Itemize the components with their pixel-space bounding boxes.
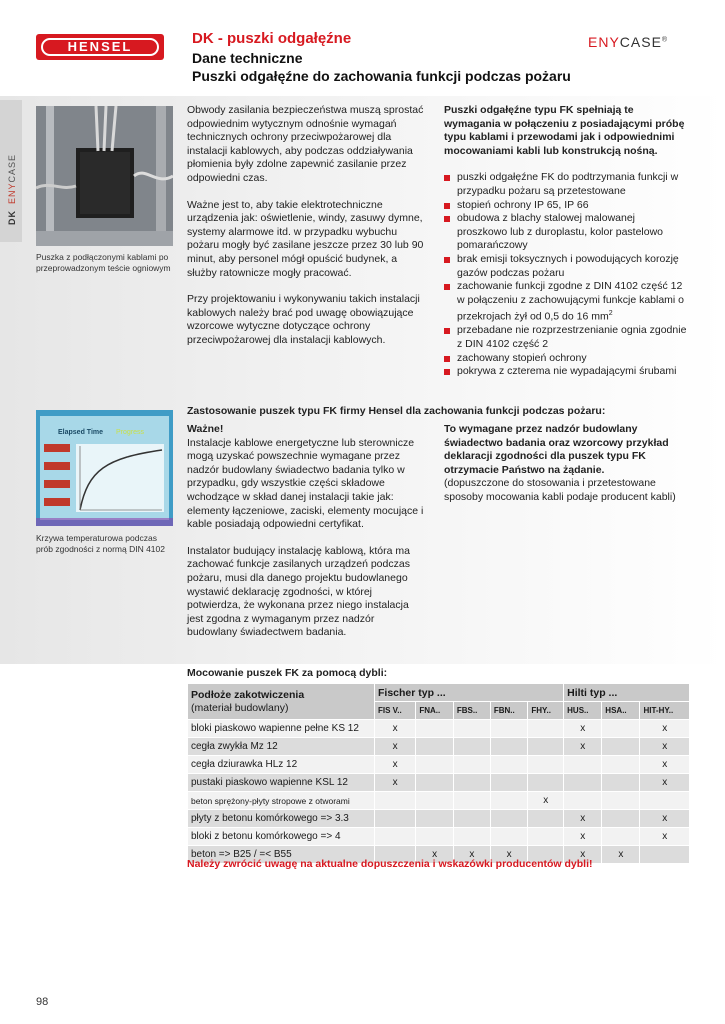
table-cell — [490, 774, 528, 792]
table-cell: x — [640, 774, 690, 792]
table-cell — [528, 774, 564, 792]
table-cell — [602, 810, 640, 828]
screen-label: Elapsed Time — [58, 429, 104, 436]
table-cell — [640, 792, 690, 810]
intro-paragraph-1: Obwody zasilania bezpieczeństwa muszą sprostać odpowiednim wytycznym odnośnie wymagań technicznych ochrony przeciwpożarowej dla instalacji kablowych, aby podczas oddziaływania płomienia były zdolne zapewnić zasilanie przez odpowiedni czas. — [187, 104, 424, 184]
table-cell — [453, 792, 490, 810]
features-intro: Puszki odgałęźne typu FK spełniają te wymagania w połączeniu z posiadającymi próbę typu kablami i przewodami jak i odpowiednimi mocowaniami kabli lub konstrukcją nośną. — [444, 104, 685, 157]
row-label: cegła zwykła Mz 12 — [188, 738, 375, 756]
feature-item: zachowany stopień ochrony — [444, 352, 688, 366]
feature-item: pokrywa z czterema nie wypadającymi śrubami — [444, 365, 688, 379]
feature-item: brak emisji toksycznych i powodujących korozję gazów podczas pożaru — [444, 253, 688, 280]
column-header: FIS V.. — [375, 702, 416, 720]
row-label: bloki piaskowo wapienne pełne KS 12 — [188, 720, 375, 738]
table-cell — [375, 828, 416, 846]
table-cell — [416, 828, 454, 846]
column-header: FBS.. — [453, 702, 490, 720]
fischer-header: Fischer typ ... — [375, 684, 564, 702]
intro-column — [187, 104, 425, 348]
table-cell — [375, 810, 416, 828]
page-subtitle-2: Puszki odgałęźne do zachowania funkcji podczas pożaru — [192, 68, 571, 84]
hilti-header: Hilti typ ... — [564, 684, 690, 702]
dowel-table — [187, 683, 690, 864]
table-cell: x — [564, 828, 602, 846]
certificate-note: To wymagane przez nadzór budowlany świadectwo badania oraz wzorcowy przykład deklaracji zgodności dla puszek typu FK otrzymacie Państwo na żądanie. — [444, 423, 669, 476]
table-cell — [602, 720, 640, 738]
column-header: HSA.. — [602, 702, 640, 720]
enycase-brand: ENYCASE® — [588, 34, 669, 50]
table-cell: x — [640, 738, 690, 756]
intro-paragraph-3: Przy projektowaniu i wykonywaniu takich instalacji kablowych należy brać pod uwagę obowiązujące wzorcowe wytyczne dotyczące ochrony przeciwpożarowej dla instalacji kablowych. — [187, 293, 420, 346]
table-cell — [453, 720, 490, 738]
table-cell — [564, 774, 602, 792]
table-cell: x — [490, 846, 528, 864]
column-header: HUS.. — [564, 702, 602, 720]
section2-right-column — [444, 423, 688, 505]
substrate-header: Podłoże zakotwiczenia (materiał budowlany) — [188, 684, 375, 720]
table-cell — [528, 756, 564, 774]
table-cell — [490, 720, 528, 738]
page-title: DK - puszki odgałęźne — [192, 30, 352, 47]
table-title: Mocowanie puszek FK za pomocą dybli: — [187, 667, 388, 679]
feature-item: obudowa z blachy stalowej malowanej proszkowo lub z duroplastu, kolor pastelowo pomarańczowy — [444, 212, 688, 253]
table-cell — [564, 792, 602, 810]
table-cell — [602, 756, 640, 774]
table-cell: x — [375, 720, 416, 738]
page-number: 98 — [36, 996, 49, 1008]
intro-paragraph-2: Ważne jest to, aby takie elektrotechniczne urządzenia jak: oświetlenie, windy, zasuwy dymne, systemy alarmowe itd. w przypadku wybuchu pożaru mogły być zasilane jeszcze przez 30 lub 90 minut, aby personel mógł opuścić budynek, a służby ratownicze mogły pracować. — [187, 198, 424, 279]
temperature-curve-screen — [36, 410, 173, 526]
table-cell — [528, 810, 564, 828]
table-row — [188, 810, 690, 828]
row-label: bloki z betonu komórkowego => 4 — [188, 828, 375, 846]
important-label: Ważne! — [187, 423, 224, 435]
table-cell — [602, 774, 640, 792]
section2-paragraph-2: Instalator budujący instalację kablową, która ma zachować funkcje zasilanych urządzeń podczas pożaru, musi dla danego projektu budowlanego wystawić deklarację zgodności, w której potwierdza, że wykonana przez niego instalacja jest zgodna z wymaganym przez nadzór budowlany świadectwem badania. — [187, 544, 410, 639]
table-row — [188, 756, 690, 774]
table-cell — [375, 792, 416, 810]
photo2-caption: Krzywa temperaturowa podczas prób zgodności z normą DIN 4102 — [36, 533, 165, 554]
row-label: beton sprężony-płyty stropowe z otworami — [188, 792, 375, 810]
table-cell — [528, 720, 564, 738]
table-cell — [528, 738, 564, 756]
feature-item: zachowanie funkcji zgodne z DIN 4102 część 12 w połączeniu z zachowującymi funkcje kablami o przekrojach żył od 0,5 do 16 $mm^2$ — [444, 280, 688, 324]
table-cell: x — [375, 774, 416, 792]
table-cell — [528, 828, 564, 846]
column-header: FNA.. — [416, 702, 454, 720]
row-label: cegła dziurawka HLz 12 — [188, 756, 375, 774]
table-cell — [640, 846, 690, 864]
feature-item: stopień ochrony IP 65, IP 66 — [444, 199, 688, 213]
table-cell — [416, 774, 454, 792]
section2-left-column — [187, 423, 427, 640]
section2-paragraph-1: Instalacje kablowe energetyczne lub sterownicze mogą uzyskać powszechnie wymagane przez nadzór budowlany świadectwo badania tylko w przypadku, gdy wszystkie części składowe wchodzące w skład danej instalacji takie jak: elementy łączeniowe, zaciski, elementy mocujące i kable posiadają odpowiedni certyfikat. — [187, 436, 424, 531]
table-cell — [602, 738, 640, 756]
table-cell — [490, 828, 528, 846]
table-cell: x — [640, 810, 690, 828]
table-row — [188, 828, 690, 846]
table-cell — [453, 810, 490, 828]
hensel-logo: HENSEL — [36, 34, 164, 60]
temperature-curve-photo — [36, 410, 173, 526]
table-row — [188, 792, 690, 810]
row-label: płyty z betonu komórkowego => 3.3 — [188, 810, 375, 828]
table-cell — [416, 738, 454, 756]
table-cell: x — [564, 720, 602, 738]
column-header: FHY.. — [528, 702, 564, 720]
column-header: FBN.. — [490, 702, 528, 720]
table-cell — [602, 828, 640, 846]
page-subtitle: Dane techniczne — [192, 50, 303, 66]
table-row — [188, 774, 690, 792]
side-tab-label: DKENYCASE — [7, 153, 17, 225]
table-cell — [453, 756, 490, 774]
table-cell — [564, 756, 602, 774]
table-cell — [490, 738, 528, 756]
table-cell — [416, 792, 454, 810]
table-cell — [490, 756, 528, 774]
table-cell — [416, 756, 454, 774]
table-cell: x — [640, 828, 690, 846]
table-cell: x — [640, 756, 690, 774]
row-label: pustaki piaskowo wapienne KSL 12 — [188, 774, 375, 792]
table-cell: x — [564, 810, 602, 828]
junction-box-photo-illustration — [36, 106, 173, 246]
table-cell: x — [416, 846, 454, 864]
features-column — [444, 104, 688, 379]
screen-value: Progress — [116, 429, 145, 436]
table-cell: x — [375, 738, 416, 756]
table-cell: x — [375, 756, 416, 774]
feature-item: puszki odgałęźne FK do podtrzymania funkcji w przypadku pożaru są przetestowane — [444, 171, 688, 198]
table-cell — [416, 810, 454, 828]
table-cell — [490, 792, 528, 810]
table-cell: x — [453, 846, 490, 864]
table-cell: x — [564, 738, 602, 756]
table-row — [188, 720, 690, 738]
table-cell: x — [528, 792, 564, 810]
junction-box-photo — [36, 106, 173, 246]
table-header-row — [188, 684, 690, 702]
table-cell — [602, 792, 640, 810]
side-tab — [0, 100, 22, 242]
table-cell — [416, 720, 454, 738]
photo1-caption: Puszka z podłączonymi kablami po przeprowadzonym teście ogniowym — [36, 252, 171, 273]
features-list — [444, 171, 688, 378]
row-label: beton => B25 / =< B55 — [188, 846, 375, 864]
table-cell — [490, 810, 528, 828]
cable-mounting-note: (dopuszczone do stosowania i przetestowane sposoby mocowania kabli podaje producent kabli) — [444, 477, 676, 503]
column-header: HIT-HY.. — [640, 702, 690, 720]
section2-heading: Zastosowanie puszek typu FK firmy Hensel dla zachowania funkcji podczas pożaru: — [187, 405, 606, 417]
table-cell: x — [640, 720, 690, 738]
table-cell: x — [602, 846, 640, 864]
table-cell — [453, 738, 490, 756]
table-cell — [453, 828, 490, 846]
feature-item: przebadane nie rozprzestrzenianie ognia zgodnie z DIN 4102 część 2 — [444, 324, 688, 351]
table-row — [188, 738, 690, 756]
table-cell: x — [564, 846, 602, 864]
table-cell — [453, 774, 490, 792]
dowel-warning: Należy zwrócić uwagę na aktualne dopuszczenia i wskazówki producentów dybli! — [187, 858, 593, 870]
